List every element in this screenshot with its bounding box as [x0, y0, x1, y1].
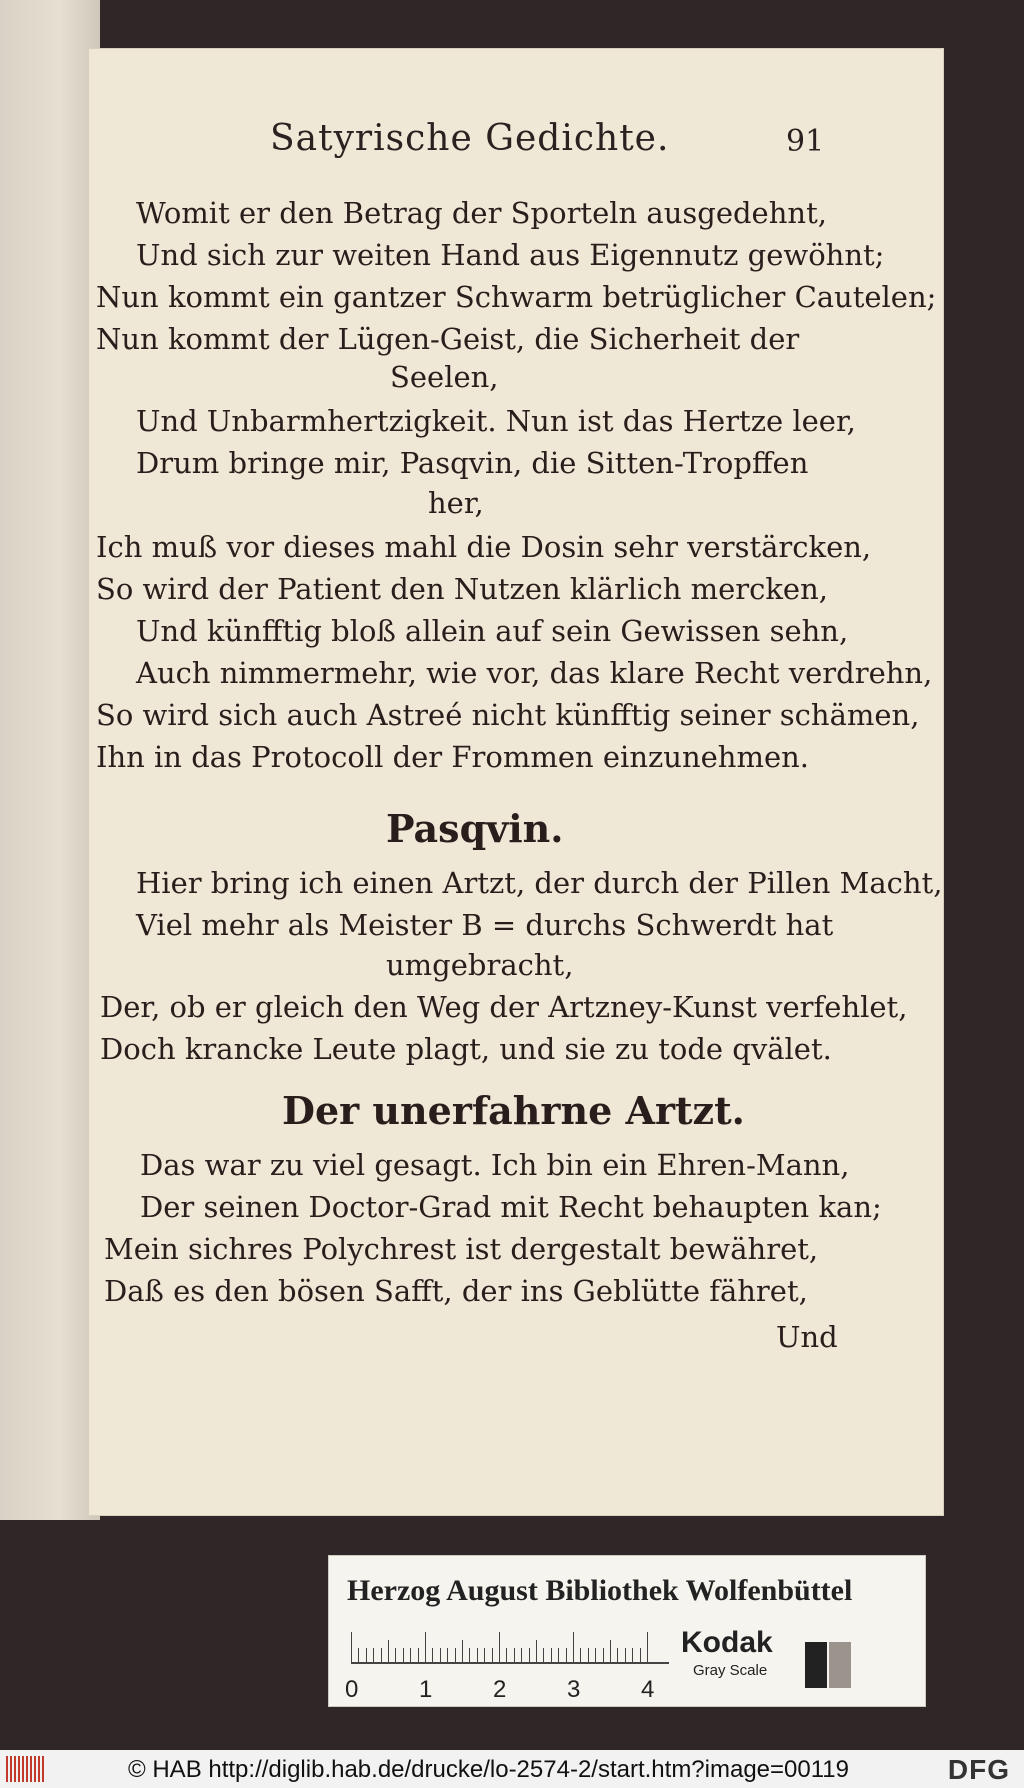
ruler-tick: [440, 1648, 441, 1662]
ruler-tick: [351, 1632, 352, 1662]
ruler-tick: [373, 1648, 374, 1662]
speaker-heading: Der unerfahrne Artzt.: [282, 1088, 745, 1133]
running-head: Satyrische Gedichte.: [270, 118, 670, 159]
verse-line: Doch krancke Leute plagt, und sie zu tode qvälet.: [100, 1032, 832, 1066]
ruler-tick: [410, 1648, 411, 1662]
ruler-tick: [388, 1640, 389, 1662]
footer-bar: [0, 1750, 1024, 1788]
page-number: 91: [786, 124, 825, 159]
ruler-tick: [484, 1648, 485, 1662]
verse-line: Ich muß vor dieses mahl die Dosin sehr verstärcken,: [96, 530, 872, 564]
ruler-number: 4: [641, 1676, 655, 1703]
verse-line: Seelen,: [390, 360, 499, 394]
verse-line: Und sich zur weiten Hand aus Eigennutz gewöhnt;: [136, 238, 885, 272]
kodak-brand: Kodak: [681, 1626, 773, 1659]
ruler-tick: [492, 1648, 493, 1662]
ruler-tick: [469, 1648, 470, 1662]
verse-line: Hier bring ich einen Artzt, der durch der Pillen Macht,: [136, 866, 943, 900]
verse-line: Und künfftig bloß allein auf sein Gewissen sehn,: [136, 614, 849, 648]
ruler-tick: [381, 1648, 382, 1662]
ruler-tick: [640, 1648, 641, 1662]
ruler-tick: [432, 1648, 433, 1662]
ruler-tick: [603, 1648, 604, 1662]
ruler-tick: [425, 1632, 426, 1662]
ruler-tick: [573, 1632, 574, 1662]
ruler-tick: [506, 1648, 507, 1662]
ruler-tick: [595, 1648, 596, 1662]
gray-patch-dark: [805, 1642, 827, 1688]
ruler-tick: [366, 1648, 367, 1662]
ruler-tick: [455, 1648, 456, 1662]
ruler-tick: [610, 1640, 611, 1662]
ruler-tick: [588, 1648, 589, 1662]
ruler-tick: [358, 1648, 359, 1662]
ruler-number: 2: [493, 1676, 507, 1703]
ruler-number: 3: [567, 1676, 581, 1703]
ruler-tick: [477, 1648, 478, 1662]
scale-ruler: [351, 1628, 669, 1664]
verse-line: Viel mehr als Meister B = durchs Schwerdt hat: [136, 908, 834, 942]
ruler-tick: [647, 1632, 648, 1662]
ruler-tick: [543, 1648, 544, 1662]
verse-line: Drum bringe mir, Pasqvin, die Sitten-Tropffen: [136, 446, 809, 480]
verse-line: Der, ob er gleich den Weg der Artzney-Kunst verfehlet,: [100, 990, 908, 1024]
verse-line: umgebracht,: [386, 948, 574, 982]
speaker-heading: Pasqvin.: [386, 806, 564, 851]
institution-name: Herzog August Bibliothek Wolfenbüttel: [347, 1574, 853, 1607]
verse-line: Das war zu viel gesagt. Ich bin ein Ehren-Mann,: [140, 1148, 850, 1182]
verse-line: Und Unbarmhertzigkeit. Nun ist das Hertze leer,: [136, 404, 856, 438]
ruler-tick: [536, 1640, 537, 1662]
verse-line: So wird der Patient den Nutzen klärlich mercken,: [96, 572, 828, 606]
verse-line: Ihn in das Protocoll der Frommen einzunehmen.: [96, 740, 810, 774]
barcode-icon: [6, 1756, 46, 1782]
ruler-tick: [551, 1648, 552, 1662]
verse-line: Auch nimmermehr, wie vor, das klare Recht verdrehn,: [136, 656, 933, 690]
verse-line: Mein sichres Polychrest ist dergestalt bewähret,: [104, 1232, 819, 1266]
adjacent-page-edge: [0, 0, 100, 1520]
ruler-tick: [521, 1648, 522, 1662]
ruler-number: 1: [419, 1676, 433, 1703]
gray-patch-light: [829, 1642, 851, 1688]
color-target-card: [328, 1555, 926, 1707]
grayscale-label: Gray Scale: [693, 1662, 768, 1679]
verse-line: her,: [428, 486, 484, 520]
verse-line: Der seinen Doctor-Grad mit Recht behaupten kan;: [140, 1190, 882, 1224]
verse-line: Womit er den Betrag der Sporteln ausgedehnt,: [136, 196, 827, 230]
verse-line: Nun kommt der Lügen-Geist, die Sicherheit der: [96, 322, 800, 356]
ruler-tick: [632, 1648, 633, 1662]
ruler-tick: [617, 1648, 618, 1662]
verse-line: So wird sich auch Astreé nicht künfftig seiner schämen,: [96, 698, 920, 732]
catchword: Und: [776, 1320, 838, 1354]
ruler-tick: [395, 1648, 396, 1662]
ruler-number: 0: [345, 1676, 359, 1703]
ruler-tick: [558, 1648, 559, 1662]
ruler-tick: [514, 1648, 515, 1662]
verse-line: Daß es den bösen Safft, der ins Geblütte fähret,: [104, 1274, 808, 1308]
ruler-tick: [580, 1648, 581, 1662]
dfg-logo: DFG: [947, 1754, 1010, 1785]
ruler-tick: [566, 1648, 567, 1662]
ruler-tick: [418, 1648, 419, 1662]
ruler-tick: [403, 1648, 404, 1662]
ruler-tick: [529, 1648, 530, 1662]
ruler-tick: [499, 1632, 500, 1662]
verse-line: Nun kommt ein gantzer Schwarm betrüglicher Cautelen;: [96, 280, 937, 314]
ruler-tick: [625, 1648, 626, 1662]
ruler-tick: [462, 1640, 463, 1662]
footer-citation-link[interactable]: © HAB http://diglib.hab.de/drucke/lo-2574-2/start.htm?image=00119: [128, 1756, 849, 1783]
ruler-tick: [447, 1648, 448, 1662]
